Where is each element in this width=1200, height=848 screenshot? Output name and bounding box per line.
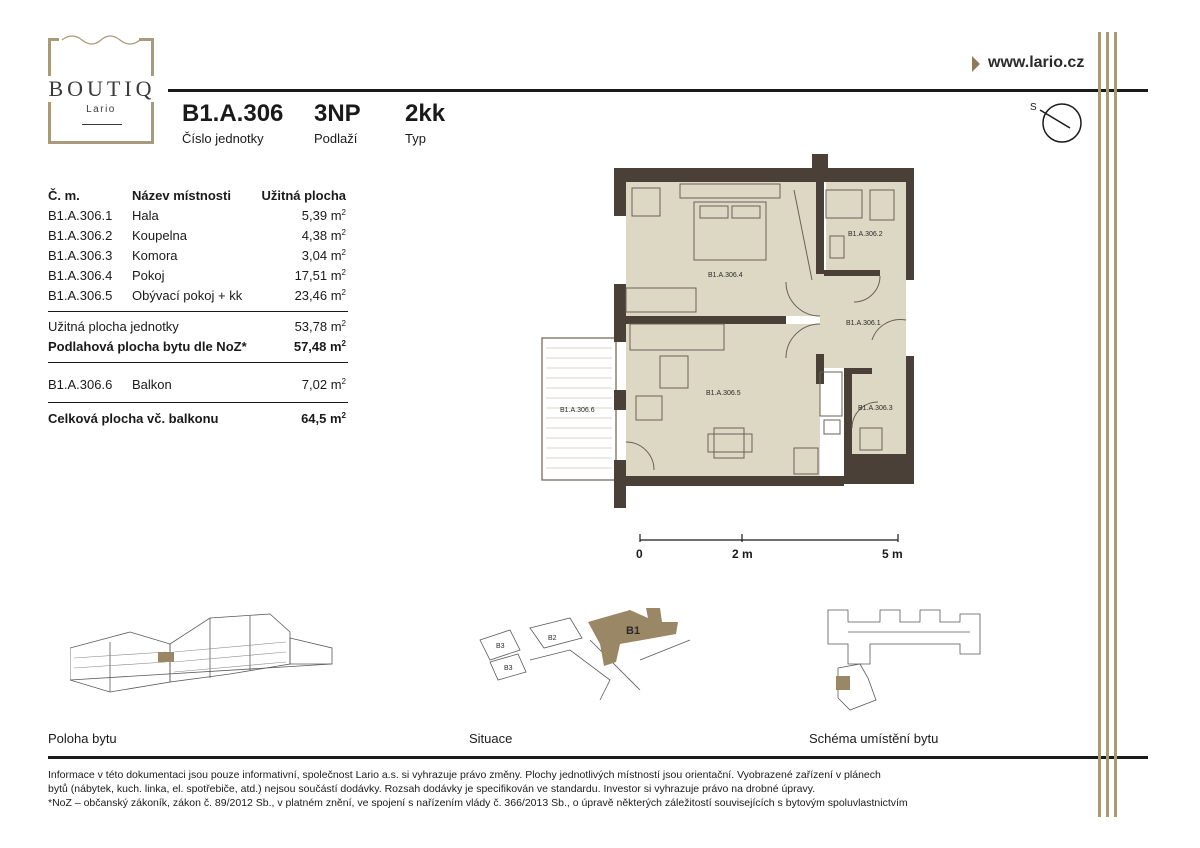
header-area: Užitná plocha bbox=[261, 188, 346, 203]
logo-underline bbox=[82, 124, 122, 125]
room-name: Hala bbox=[132, 208, 159, 223]
usable-area-row bbox=[48, 319, 348, 337]
unit-code-label: Číslo jednotky bbox=[182, 131, 264, 146]
disclaimer-line: Informace v této dokumentaci jsou pouze informativní, společnost Lario a.s. si vyhrazuje právo změny. Plochy jednotlivých místností jsou orientační. Vyobrazené zařízení v plánech bbox=[48, 769, 881, 781]
unit-highlight bbox=[836, 676, 850, 690]
building-label: B1 bbox=[626, 625, 641, 637]
balcony-area: 7,02 $m^2$ bbox=[301, 377, 346, 392]
caption-position: Poloha bytu bbox=[48, 731, 117, 746]
table-divider bbox=[48, 311, 348, 312]
header-name: Název místnosti bbox=[132, 188, 231, 203]
brand-logo: BOUTIQ bbox=[40, 76, 164, 102]
total-label: Celková plocha vč. balkonu bbox=[48, 411, 219, 426]
room-hall bbox=[820, 270, 906, 368]
building-position-image bbox=[70, 608, 340, 698]
header-code: Č. m. bbox=[48, 188, 80, 203]
room-area: 23,46 $m^2$ bbox=[294, 288, 346, 303]
room-code: B1.A.306.3 bbox=[48, 248, 113, 263]
total-row bbox=[48, 411, 348, 429]
scale-label: 2 m bbox=[732, 547, 753, 561]
footer-rule bbox=[48, 756, 1148, 759]
room-code: B1.A.306.2 bbox=[48, 228, 113, 243]
caption-scheme: Schéma umístění bytu bbox=[809, 731, 939, 746]
room-name: Pokoj bbox=[132, 268, 165, 283]
room-label: B1.A.306.2 bbox=[848, 231, 883, 238]
room-name: Obývací pokoj + kk bbox=[132, 288, 243, 303]
room-code: B1.A.306.1 bbox=[48, 208, 113, 223]
balcony-code: B1.A.306.6 bbox=[48, 377, 113, 392]
arrow-icon bbox=[972, 56, 980, 72]
table-row bbox=[48, 208, 348, 226]
floor-area-row bbox=[48, 339, 348, 357]
unit-highlight bbox=[158, 652, 174, 662]
floor-plan bbox=[530, 150, 920, 510]
table-row bbox=[48, 288, 348, 306]
room-code: B1.A.306.4 bbox=[48, 268, 113, 283]
room-name: Koupelna bbox=[132, 228, 187, 243]
floor-area-value: 57,48 $m^2$ bbox=[293, 339, 346, 354]
disclaimer bbox=[48, 768, 948, 810]
unit-type-label: Typ bbox=[405, 131, 426, 146]
balcony-row bbox=[48, 377, 348, 395]
scale-label: 0 bbox=[636, 547, 643, 561]
logo-ornament bbox=[60, 32, 142, 46]
unit-floor: 3NP bbox=[314, 100, 361, 127]
room-label: B1.A.306.4 bbox=[708, 272, 743, 279]
scale-label: 5 m bbox=[882, 547, 903, 561]
unit-type: 2kk bbox=[405, 100, 446, 127]
table-divider bbox=[48, 402, 348, 403]
brand-sub: Lario bbox=[86, 104, 116, 115]
compass-label: S bbox=[1030, 102, 1037, 113]
building-b1 bbox=[588, 608, 678, 666]
header-rule bbox=[168, 89, 1148, 92]
table-row bbox=[48, 268, 348, 286]
disclaimer-line: *NoZ – občanský zákoník, zákon č. 89/2012 Sb., v platném znění, ve spojení s nařízením vlády č. 366/2013 Sb., o úpravě některých záležitostí souvisejících s bytovým spoluvlastnictvím bbox=[48, 797, 908, 809]
room-area: 5,39 $m^2$ bbox=[301, 208, 346, 223]
balcony-name: Balkon bbox=[132, 377, 172, 392]
decor-line bbox=[1106, 32, 1109, 817]
scale-bar bbox=[630, 528, 920, 564]
room-label: B1.A.306.3 bbox=[858, 405, 893, 412]
decor-line bbox=[1098, 32, 1101, 817]
decor-line bbox=[1114, 32, 1117, 817]
table-header bbox=[48, 188, 348, 206]
room-label: B1.A.306.1 bbox=[846, 320, 881, 327]
room-label: B1.A.306.6 bbox=[560, 407, 595, 414]
room-label: B1.A.306.5 bbox=[706, 390, 741, 397]
room-living bbox=[626, 324, 820, 476]
building-label: B2 bbox=[548, 635, 557, 642]
room-name: Komora bbox=[132, 248, 178, 263]
total-value: 64,5 $m^2$ bbox=[301, 411, 346, 426]
disclaimer-line: bytů (nábytek, kuch. linka, el. spotřebiče, atd.) nejsou součástí dodávky. Rozsah dodávky je specifikován ve standardu. Investor si vyhrazuje právo na drobné úpravy. bbox=[48, 783, 816, 795]
caption-situation: Situace bbox=[469, 731, 513, 746]
table-row bbox=[48, 248, 348, 266]
room-area: 17,51 $m^2$ bbox=[294, 268, 346, 283]
building-label: B3 bbox=[496, 643, 505, 650]
unit-code: B1.A.306 bbox=[182, 100, 284, 127]
room-code: B1.A.306.5 bbox=[48, 288, 113, 303]
situation-map bbox=[470, 600, 700, 710]
usable-value: 53,78 $m^2$ bbox=[294, 319, 346, 334]
unit-scheme-image bbox=[820, 604, 990, 716]
floor-area-label: Podlahová plocha bytu dle NoZ* bbox=[48, 339, 247, 354]
building-label: B3 bbox=[504, 665, 513, 672]
room-area: 3,04 $m^2$ bbox=[301, 248, 346, 263]
table-divider bbox=[48, 362, 348, 363]
table-row bbox=[48, 228, 348, 246]
website-link[interactable]: www.lario.cz bbox=[988, 54, 1085, 71]
room-area: 4,38 $m^2$ bbox=[301, 228, 346, 243]
compass-icon bbox=[1026, 98, 1088, 146]
unit-floor-label: Podlaží bbox=[314, 131, 358, 146]
usable-label: Užitná plocha jednotky bbox=[48, 319, 179, 334]
